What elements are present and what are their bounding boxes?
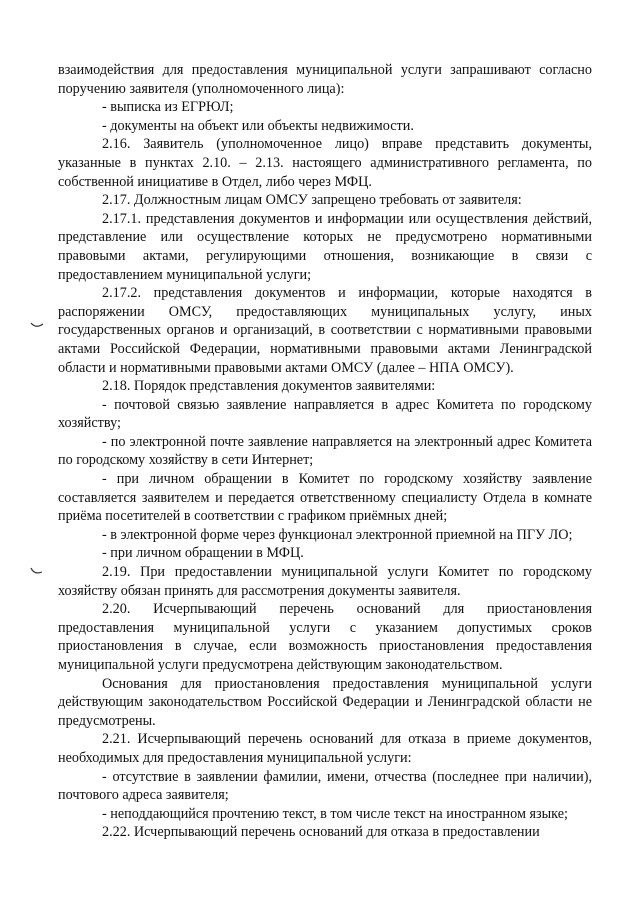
list-item: - в электронной форме через функционал электронной приемной на ПГУ ЛО; [102,526,573,543]
paragraph: 2.20. Исчерпывающий перечень оснований для приостановления предоставления муниципальной услуги с указанием допустимых сроков приостановления в случае, если возможность приостановления предоставления муниципальной услуги предусмотрена действующим законодательством. [58,601,592,673]
paragraph: 2.19. При предоставлении муниципальной услуги Комитет по городскому хозяйству обязан принять для рассмотрения документы заявителя. [58,564,592,599]
list-item: - отсутствие в заявлении фамилии, имени, отчества (последнее при наличии), почтового адреса заявителя; [58,768,592,804]
paragraph: 2.17. Должностным лицам ОМСУ запрещено требовать от заявителя: [102,192,522,209]
margin-scan-mark-icon [30,566,44,576]
list-item: - выписка из ЕГРЮЛ; [102,99,234,116]
paragraph: Основания для приостановления предоставления муниципальной услуги действующим законодательством Российской Федерации и Ленинградской области не предусмотрены. [58,675,592,729]
list-item: - неподдающийся прочтению текст, в том числе текст на иностранном языке; [102,805,568,822]
margin-scan-mark-icon [30,320,44,330]
list-item: - при личном обращении в Комитет по городскому хозяйству заявление составляется заявителем и передается ответственному специалисту Отдела в комнате приёма посетителей в соответствии с графиком приёмных дней; [58,471,592,525]
paragraph: 2.22. Исчерпывающий перечень оснований для отказа в предоставлении [102,824,540,841]
paragraph: 2.18. Порядок представления документов заявителями: [102,378,436,395]
paragraph: 2.16. Заявитель (уполномоченное лицо) вправе представить документы, указанные в пунктах 2.10. – 2.13. настоящего административного регламента, по собственной инициативе в Отдел, либо через МФЦ. [58,136,592,190]
paragraph: 2.17.1. представления документов и информации или осуществления действий, представление или осуществление которых не предусмотрено нормативными правовыми актами, регулирующими отношения, возникающие в связи с предоставлением муниципальной услуги; [58,210,592,283]
paragraph: 2.17.2. представления документов и информации, которые находятся в распоряжении ОМСУ, предоставляющих муниципальных услугу, иных государственных органов и организаций, в соответствии с нормативными правовыми актами Российской Федерации, нормативными правовыми актами Ленинградской области и нормативными правовыми актами ОМСУ (далее – НПА ОМСУ). [58,285,592,376]
paragraph: 2.21. Исчерпывающий перечень оснований для отказа в приеме документов, необходимых для предоставления муниципальной услуги: [58,731,592,766]
document-body [58,61,592,842]
list-item: - документы на объект или объекты недвижимости. [102,117,414,134]
list-item: - почтовой связью заявление направляется в адрес Комитета по городскому хозяйству; [58,396,592,432]
list-item: - при личном обращении в МФЦ. [102,545,304,562]
paragraph: взаимодействия для предоставления муниципальной услуги запрашивают согласно поручению заявителя (уполномоченного лица): [58,62,592,97]
list-item: - по электронной почте заявление направляется на электронный адрес Комитета по городскому хозяйству в сети Интернет; [58,433,592,469]
